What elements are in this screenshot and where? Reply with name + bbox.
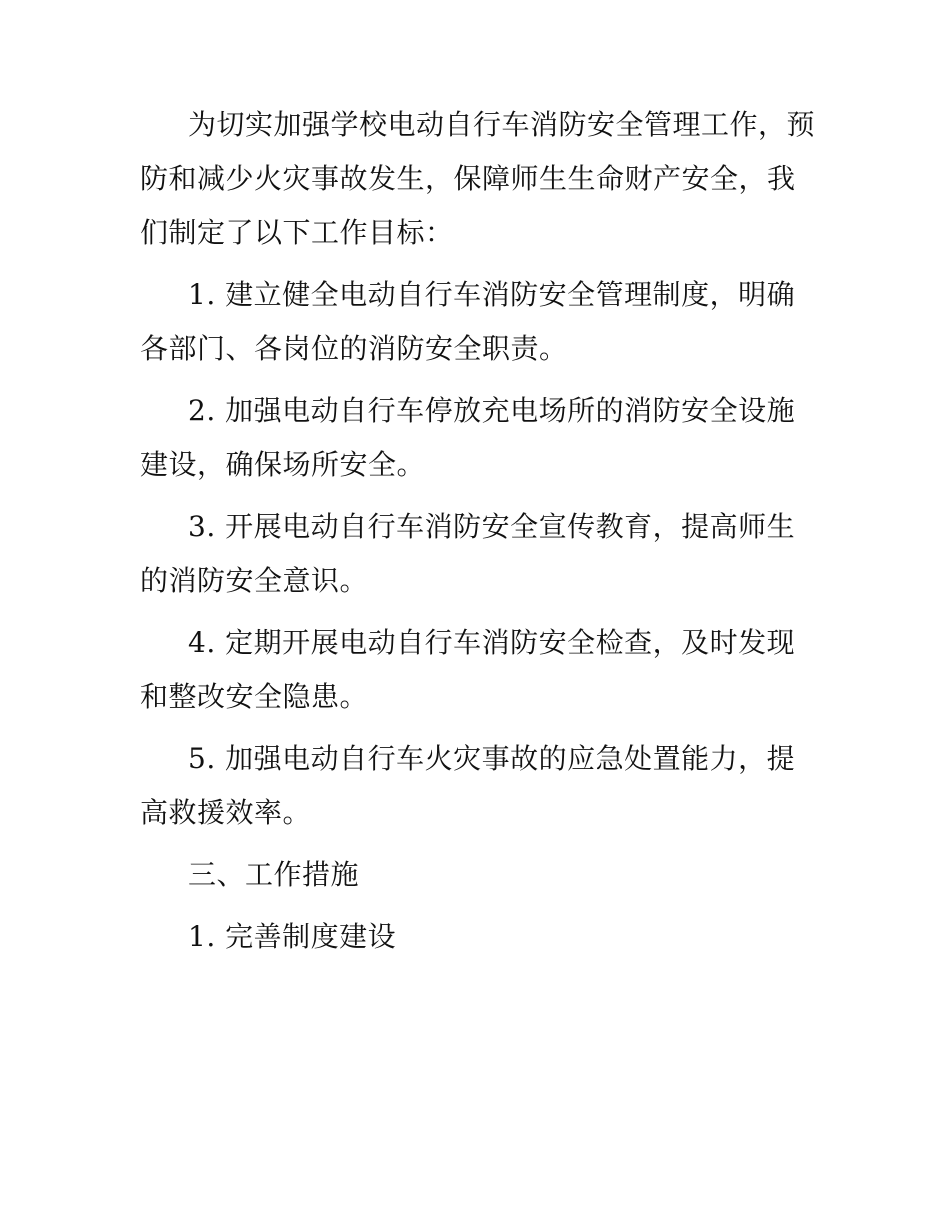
- goal-item-3: 3. 开展电动自行车消防安全宣传教育，提高师生的消防安全意识。: [140, 510, 796, 597]
- measure-item-1: 1. 完善制度建设: [188, 920, 397, 953]
- document-body: [140, 98, 820, 972]
- goal-item-2: 2. 加强电动自行车停放充电场所的消防安全设施建设，确保场所安全。: [140, 394, 796, 481]
- section-heading: 三、工作措施: [188, 858, 360, 891]
- goal-item-1: 1. 建立健全电动自行车消防安全管理制度，明确各部门、各岗位的消防安全职责。: [140, 278, 796, 365]
- goal-item-5: 5. 加强电动自行车火灾事故的应急处置能力，提高救援效率。: [140, 742, 796, 829]
- intro-paragraph: 为切实加强学校电动自行车消防安全管理工作，预防和减少火灾事故发生，保障师生生命财产安全，我们制定了以下工作目标：: [140, 108, 816, 249]
- goal-item-4: 4. 定期开展电动自行车消防安全检查，及时发现和整改安全隐患。: [140, 626, 796, 713]
